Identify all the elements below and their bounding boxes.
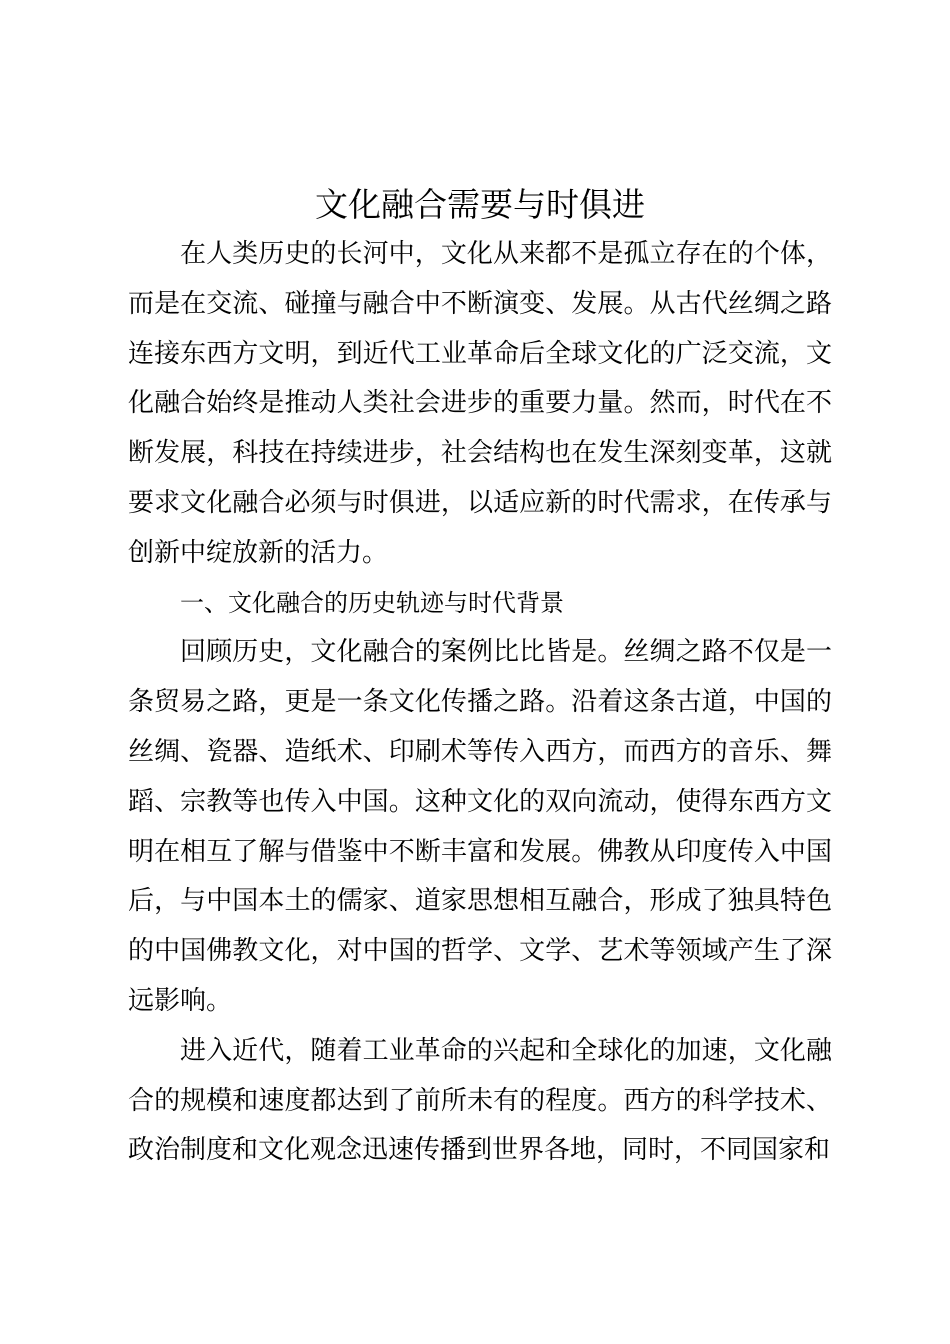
document-body bbox=[128, 230, 832, 1176]
section-heading-1: 一、文化融合的历史轨迹与时代背景 bbox=[180, 588, 564, 617]
document-title: 文化融合需要与时俱进 bbox=[315, 185, 645, 224]
paragraph-intro: 在人类历史的长河中，文化从来都不是孤立存在的个体，而是在交流、碰撞与融合中不断演变、发展。从古代丝绸之路连接东西方文明，到近代工业革命后全球文化的广泛交流，文化融合始终是推动人类社会进步的重要力量。然而，时代在不断发展，科技在持续进步，社会结构也在发生深刻变革，这就要求文化融合必须与时俱进，以适应新的时代需求，在传承与创新中绽放新的活力。 bbox=[128, 239, 832, 568]
paragraph-modern: 进入近代，随着工业革命的兴起和全球化的加速，文化融合的规模和速度都达到了前所未有的程度。西方的科学技术、政治制度和文化观念迅速传播到世界各地，同时，不同国家和 bbox=[128, 1035, 832, 1166]
paragraph-history: 回顾历史，文化融合的案例比比皆是。丝绸之路不仅是一条贸易之路，更是一条文化传播之路。沿着这条古道，中国的丝绸、瓷器、造纸术、印刷术等传入西方，而西方的音乐、舞蹈、宗教等也传入中国。这种文化的双向流动，使得东西方文明在相互了解与借鉴中不断丰富和发展。佛教从印度传入中国后，与中国本土的儒家、道家思想相互融合，形成了独具特色的中国佛教文化，对中国的哲学、文学、艺术等领域产生了深远影响。 bbox=[128, 637, 832, 1016]
